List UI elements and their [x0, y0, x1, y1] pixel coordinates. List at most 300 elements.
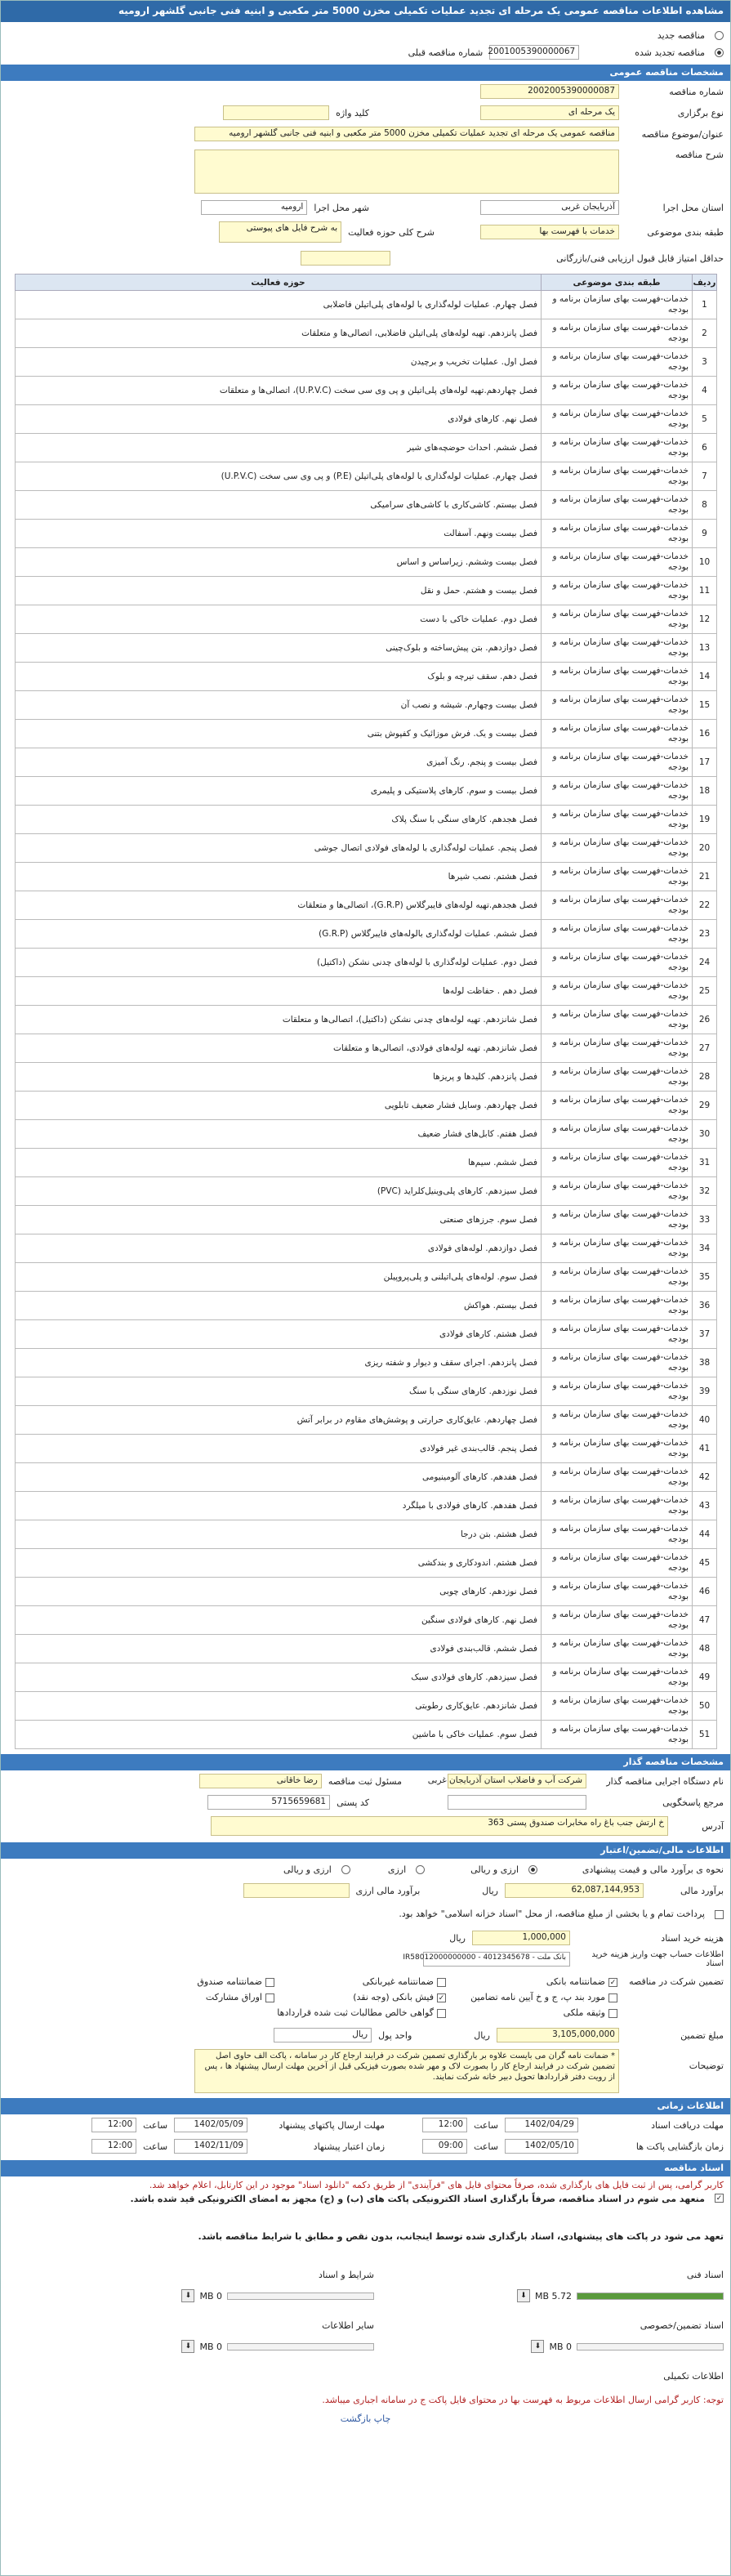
open-time-label: ساعت — [474, 2141, 498, 2152]
print-back-link[interactable]: چاپ بازگشت — [340, 2413, 391, 2424]
tech-file-download-icon[interactable]: ⬇ — [517, 2289, 530, 2302]
table-row — [16, 1320, 717, 1349]
table-row — [16, 1206, 717, 1234]
send-date-field[interactable]: 1402/05/09 — [174, 2118, 247, 2132]
province-label: استان محل اجرا — [662, 202, 724, 213]
row-index: 10 — [693, 548, 717, 577]
table-row — [16, 920, 717, 949]
get-date-field[interactable]: 1402/04/29 — [505, 2118, 578, 2132]
province-field[interactable]: آذربایجان غربی — [480, 200, 619, 215]
table-row — [16, 1349, 717, 1377]
row-activity: فصل پانزدهم. اجرای سقف و دیوار و شفته ریزی — [16, 1349, 542, 1377]
table-row — [16, 291, 717, 319]
row-class: خدمات-فهرست بهای سازمان برنامه و بودجه — [542, 1377, 693, 1406]
keyword-label: کلید واژه — [336, 107, 369, 118]
guarantee-checkbox[interactable] — [437, 2009, 446, 2018]
row-class: خدمات-فهرست بهای سازمان برنامه و بودجه — [542, 691, 693, 720]
table-row — [16, 1549, 717, 1578]
table-row — [16, 891, 717, 920]
guar-file-size: 0 MB — [549, 2341, 572, 2352]
guar-file-download-icon[interactable]: ⬇ — [531, 2340, 544, 2353]
quality-label: شرح کلی حوزه فعالیت — [348, 226, 435, 238]
table-row — [16, 1492, 717, 1520]
table-row — [16, 1177, 717, 1206]
timing-section-header: اطلاعات زمانی — [1, 2098, 730, 2114]
sign-checkbox[interactable]: ✓ — [715, 2194, 723, 2203]
subject-field[interactable]: مناقصه عمومی یک مرحله ای تجدید عملیات تکمیلی مخزن 5000 متر مکعبی و ابنیه فنی جانبی گلشهر ارومیه — [194, 127, 619, 141]
guarantee-checkbox[interactable] — [265, 1978, 274, 1987]
row-class: خدمات-فهرست بهای سازمان برنامه و بودجه — [542, 1406, 693, 1435]
doc-other-label: سایر اطلاعات — [322, 2319, 374, 2331]
row-class: خدمات-فهرست بهای سازمان برنامه و بودجه — [542, 1263, 693, 1292]
row-activity: فصل بیست وچهارم. شیشه و نصب آن — [16, 691, 542, 720]
row-index: 42 — [693, 1463, 717, 1492]
account-label: اطلاعات حساب جهت واریز هزینه خرید اسناد — [591, 1950, 724, 1968]
row-index: 1 — [693, 291, 717, 319]
guarantee-option[interactable] — [446, 1992, 617, 2002]
get-time-label: ساعت — [474, 2119, 498, 2131]
quality-field[interactable]: به شرح فایل های پیوستی — [219, 221, 341, 243]
row-index: 51 — [693, 1721, 717, 1749]
keyword-field[interactable] — [223, 105, 329, 120]
table-row — [16, 1692, 717, 1721]
guarantee-amount-row — [1, 2025, 730, 2046]
row-activity: فصل ششم. احداث حوضچه‌های شیر — [16, 434, 542, 462]
prev-number-field[interactable]: 2001005390000067 — [489, 45, 579, 60]
table-row — [16, 1149, 717, 1177]
row-class: خدمات-فهرست بهای سازمان برنامه و بودجه — [542, 548, 693, 577]
table-row — [16, 1063, 717, 1092]
row-index: 16 — [693, 720, 717, 748]
row-activity: فصل نوزدهم. کارهای چوبی — [16, 1578, 542, 1606]
table-row — [16, 691, 717, 720]
guarantee-checkbox[interactable]: ✓ — [609, 1978, 617, 1987]
row-index: 47 — [693, 1606, 717, 1635]
row-index: 5 — [693, 405, 717, 434]
guarantee-option-label: فیش بانکی (وجه نقد) — [353, 1992, 434, 2002]
other-file-size: 0 MB — [199, 2341, 222, 2352]
row-activity: فصل دهم. سقف تیرچه و بلوک — [16, 663, 542, 691]
row-class: خدمات-فهرست بهای سازمان برنامه و بودجه — [542, 520, 693, 548]
other-file — [181, 2340, 374, 2353]
table-row — [16, 434, 717, 462]
row-activity: فصل ششم. سیم‌ها — [16, 1149, 542, 1177]
table-row — [16, 748, 717, 777]
table-row — [16, 977, 717, 1006]
table-row — [16, 1234, 717, 1263]
row-class: خدمات-فهرست بهای سازمان برنامه و بودجه — [542, 1063, 693, 1092]
col-row: ردیف — [693, 275, 717, 291]
row-index: 27 — [693, 1034, 717, 1063]
row-class: خدمات-فهرست بهای سازمان برنامه و بودجه — [542, 1492, 693, 1520]
treasury-checkbox[interactable] — [715, 1910, 724, 1919]
account-row — [1, 1949, 730, 1970]
send-time-field[interactable]: 12:00 — [91, 2118, 136, 2132]
open-time-field[interactable]: 09:00 — [422, 2139, 467, 2154]
row-class: خدمات-فهرست بهای سازمان برنامه و بودجه — [542, 1692, 693, 1721]
row-class: خدمات-فهرست بهای سازمان برنامه و بودجه — [542, 491, 693, 520]
estimate-value-field[interactable]: 62,087,144,953 — [505, 1883, 644, 1898]
device-field[interactable]: شرکت آب و فاضلاب استان آذربایجان غربی — [448, 1774, 586, 1788]
row-activity: فصل ششم. قالب‌بندی فولادی — [16, 1635, 542, 1663]
doc-cond-label: شرایط و اسناد — [319, 2269, 374, 2280]
guar-file-progress — [577, 2343, 724, 2351]
guarantee-checkbox[interactable] — [608, 2009, 617, 2018]
docs-sign-row — [1, 2194, 730, 2231]
row-class: خدمات-فهرست بهای سازمان برنامه و بودجه — [542, 949, 693, 977]
table-row — [16, 405, 717, 434]
desc-label: شرح مناقصه — [675, 150, 724, 160]
row-activity: فصل بیست ونهم. آسفالت — [16, 520, 542, 548]
doc-price-unit: ریال — [449, 1932, 466, 1944]
guarantee-desc-field[interactable]: * ضمانت نامه گران می بایست علاوه بر بارگذاری تصمین شرکت در فرایند ارجاع کار در سامانه ، پاکت الف حاوی اصل تضمین شرکت در فرایند ارجاع کار را بصورت لاک و مهر شده بصورت فیزیکی قبل از آخرین مهلت ارسال پیشنهاد ها ، پس از رویت دفتر قراردادها تحویل دبیر خانه شرکت نمایند. — [194, 2049, 619, 2093]
radio-renewed[interactable] — [715, 48, 724, 57]
row-class: خدمات-فهرست بهای سازمان برنامه و بودجه — [542, 834, 693, 863]
row-index: 8 — [693, 491, 717, 520]
radio-new[interactable] — [715, 31, 724, 40]
guarantee-checkbox[interactable]: ✓ — [438, 1993, 445, 2002]
row-activity: فصل بیست و هشتم. حمل و نقل — [16, 577, 542, 605]
guarantee-unit-label: واحد پول — [378, 2029, 412, 2041]
guarantee-options — [103, 1976, 617, 2018]
cond-file-size: 0 MB — [199, 2290, 222, 2301]
radio-renewed-label: مناقصه تجدید شده — [635, 47, 705, 58]
table-row — [16, 777, 717, 806]
row-index: 15 — [693, 691, 717, 720]
row-class: خدمات-فهرست بهای سازمان برنامه و بودجه — [542, 1177, 693, 1206]
row-activity: فصل بیست و سوم. کارهای پلاستیکی و پلیمری — [16, 777, 542, 806]
row-index: 11 — [693, 577, 717, 605]
other-file-download-icon[interactable]: ⬇ — [181, 2340, 194, 2353]
cond-file-progress — [227, 2293, 374, 2300]
city-label: شهر محل اجرا — [314, 202, 369, 213]
row-activity: فصل سوم. لوله‌های پلی‌اتیلنی و پلی‌پروپیلن — [16, 1263, 542, 1292]
row-activity: فصل پنجم. عملیات لوله‌گذاری با لوله‌های فولادی اتصال جوشی — [16, 834, 542, 863]
row-index: 18 — [693, 777, 717, 806]
row-class: خدمات-فهرست بهای سازمان برنامه و بودجه — [542, 1635, 693, 1663]
row-activity: فصل بیست و یک. فرش موزائیک و کفپوش بتنی — [16, 720, 542, 748]
valid-label: زمان اعتبار پیشنهاد — [313, 2141, 386, 2152]
row-index: 34 — [693, 1234, 717, 1263]
row-activity: فصل سیزدهم. کارهای فولادی سبک — [16, 1663, 542, 1692]
row-activity: فصل ششم. عملیات لوله‌گذاری بالوله‌های فایبرگلاس (G.R.P) — [16, 920, 542, 949]
subject-row — [1, 123, 730, 145]
row-activity: فصل پانزدهم. کلیدها و پریزها — [16, 1063, 542, 1092]
postal-label: کد پستی — [337, 1797, 369, 1808]
row-class: خدمات-فهرست بهای سازمان برنامه و بودجه — [542, 1006, 693, 1034]
table-row — [16, 577, 717, 605]
guarantee-option-label: مورد بند پ، ج و خ آیین نامه تضامین — [470, 1992, 605, 2002]
row-index: 49 — [693, 1663, 717, 1692]
cond-file-download-icon[interactable]: ⬇ — [181, 2289, 194, 2302]
guarantee-desc-row — [1, 2046, 730, 2095]
device-row — [1, 1770, 730, 1792]
table-row — [16, 834, 717, 863]
address-field[interactable]: خ ارتش جنب باغ راه مخابرات صندوق پستی 363 — [211, 1816, 668, 1836]
holding-type-field[interactable]: یک مرحله ای — [480, 105, 619, 120]
table-row — [16, 1578, 717, 1606]
row-activity: فصل شانزدهم. عایق‌کاری رطوبتی — [16, 1692, 542, 1721]
row-class: خدمات-فهرست بهای سازمان برنامه و بودجه — [542, 1549, 693, 1578]
row-index: 39 — [693, 1377, 717, 1406]
table-row — [16, 1606, 717, 1635]
row-activity: فصل دوازدهم. بتن پیش‌ساخته و بلوک‌چینی — [16, 634, 542, 663]
responsible-field[interactable]: رضا خاقانی — [199, 1774, 322, 1788]
guarantee-amount-field[interactable]: 3,105,000,000 — [497, 2028, 619, 2042]
row-activity: فصل چهاردهم. وسایل فشار ضعیف تابلویی — [16, 1092, 542, 1120]
guarantee-option[interactable] — [274, 1992, 446, 2002]
radio-mixed-label: ارزی و ریالی — [283, 1864, 332, 1875]
row-activity: فصل هشتم. کارهای فولادی — [16, 1320, 542, 1349]
row-activity: فصل هجدهم. کارهای سنگی با سنگ پلاک — [16, 806, 542, 834]
row-index: 37 — [693, 1320, 717, 1349]
table-row — [16, 605, 717, 634]
row-activity: فصل دوازدهم. لوله‌های فولادی — [16, 1234, 542, 1263]
guarantee-option[interactable] — [446, 1976, 617, 1987]
doc-price-label: هزینه خرید اسناد — [661, 1932, 724, 1944]
general-section-header: مشخصات مناقصه عمومی — [1, 65, 730, 81]
row-class: خدمات-فهرست بهای سازمان برنامه و بودجه — [542, 1349, 693, 1377]
guarantee-option-label: وثیقه ملکی — [563, 2007, 605, 2018]
min-score-label: حداقل امتیاز قابل قبول ارزیابی فنی/بازرگانی — [556, 252, 724, 264]
row-class: خدمات-فهرست بهای سازمان برنامه و بودجه — [542, 1120, 693, 1149]
row-class: خدمات-فهرست بهای سازمان برنامه و بودجه — [542, 348, 693, 377]
row-index: 25 — [693, 977, 717, 1006]
radio-currency[interactable] — [416, 1865, 425, 1874]
row-class: خدمات-فهرست بهای سازمان برنامه و بودجه — [542, 1463, 693, 1492]
tech-file-size: 5.72 MB — [534, 2290, 572, 2301]
table-row — [16, 377, 717, 405]
timing-row-2 — [1, 2136, 730, 2157]
row-class: خدمات-فهرست بهای سازمان برنامه و بودجه — [542, 1520, 693, 1549]
subject-label: عنوان/موضوع مناقصه — [641, 128, 724, 140]
row-activity: فصل پانزدهم. تهیه لوله‌های پلی‌اتیلن فاضلابی، اتصالی‌ها و متعلقات — [16, 319, 542, 348]
table-row — [16, 1292, 717, 1320]
radio-new-label: مناقصه جدید — [657, 29, 705, 41]
docs-file-row-2 — [1, 2336, 730, 2357]
row-class: خدمات-فهرست بهای سازمان برنامه و بودجه — [542, 1721, 693, 1749]
row-class: خدمات-فهرست بهای سازمان برنامه و بودجه — [542, 920, 693, 949]
tender-renew-row — [1, 43, 730, 61]
postal-field[interactable]: 5715659681 — [207, 1795, 330, 1810]
responsible-label: مسئول ثبت مناقصه — [328, 1775, 402, 1787]
tech-file-progress — [577, 2293, 724, 2300]
row-class: خدمات-فهرست بهای سازمان برنامه و بودجه — [542, 891, 693, 920]
guarantee-option-label: ضمانتنامه صندوق — [197, 1976, 262, 1987]
timing-row-1 — [1, 2114, 730, 2136]
row-index: 4 — [693, 377, 717, 405]
row-activity: فصل دوم. عملیات خاکی با دست — [16, 605, 542, 634]
table-row — [16, 1635, 717, 1663]
table-row — [16, 663, 717, 691]
row-class: خدمات-فهرست بهای سازمان برنامه و بودجه — [542, 1578, 693, 1606]
estimate-value-row — [1, 1880, 730, 1901]
tender-number-label: شماره مناقصه — [669, 86, 724, 97]
guarantee-desc-label: توضیحات — [689, 2060, 724, 2071]
row-index: 24 — [693, 949, 717, 977]
guarantee-option-label: گواهی خالص مطالبات ثبت شده قراردادها — [277, 2007, 434, 2018]
row-index: 32 — [693, 1177, 717, 1206]
table-row — [16, 1006, 717, 1034]
row-class: خدمات-فهرست بهای سازمان برنامه و بودجه — [542, 863, 693, 891]
guarantee-checkbox[interactable] — [265, 1993, 274, 2002]
row-class: خدمات-فهرست بهای سازمان برنامه و بودجه — [542, 1606, 693, 1635]
table-row — [16, 1377, 717, 1406]
guarantee-option[interactable] — [103, 1976, 274, 1987]
row-activity: فصل سوم. جرز‌های صنعتی — [16, 1206, 542, 1234]
row-activity: فصل چهاردهم.تهیه لوله‌های پلی‌اتیلن و پی وی سی سخت (U.P.V.C)، اتصالی‌ها و متعلقات — [16, 377, 542, 405]
guarantee-block — [1, 1970, 730, 2018]
row-class: خدمات-فهرست بهای سازمان برنامه و بودجه — [542, 291, 693, 319]
guarantee-option[interactable] — [446, 2007, 617, 2018]
row-index: 21 — [693, 863, 717, 891]
row-class: خدمات-فهرست بهای سازمان برنامه و بودجه — [542, 1292, 693, 1320]
doc-price-row — [1, 1927, 730, 1949]
row-class: خدمات-فهرست بهای سازمان برنامه و بودجه — [542, 319, 693, 348]
row-activity: فصل بیست و پنجم. رنگ آمیزی — [16, 748, 542, 777]
send-deadline-label: مهلت ارسال پاکتهای پیشنهاد — [279, 2119, 386, 2131]
guarantee-option[interactable] — [274, 2007, 446, 2018]
row-class: خدمات-فهرست بهای سازمان برنامه و بودجه — [542, 1435, 693, 1463]
table-row — [16, 1120, 717, 1149]
doc-price-field[interactable]: 1,000,000 — [472, 1931, 570, 1945]
row-activity: فصل هفتم. کابل‌های فشار ضعیف — [16, 1120, 542, 1149]
row-index: 22 — [693, 891, 717, 920]
row-index: 40 — [693, 1406, 717, 1435]
guarantee-option[interactable] — [274, 1976, 446, 1987]
tech-file — [381, 2289, 724, 2302]
activity-table-body — [16, 291, 717, 1749]
row-activity: فصل چهاردهم. عایق‌کاری حرارتی و پوشش‌های مقاوم در برابر آتش — [16, 1406, 542, 1435]
row-activity: فصل نهم. کارهای فولادی سنگین — [16, 1606, 542, 1635]
row-index: 14 — [693, 663, 717, 691]
table-row — [16, 520, 717, 548]
row-class: خدمات-فهرست بهای سازمان برنامه و بودجه — [542, 806, 693, 834]
row-index: 45 — [693, 1549, 717, 1578]
table-row — [16, 1721, 717, 1749]
row-activity: فصل هفدهم. کارهای آلومینیومی — [16, 1463, 542, 1492]
row-index: 12 — [693, 605, 717, 634]
tender-number-row — [1, 81, 730, 102]
guarantee-option-label: ضمانتنامه غیربانکی — [362, 1976, 434, 1987]
doc-info-label: اطلاعات تکمیلی — [663, 2370, 724, 2382]
account-field[interactable]: بانک ملت - 4012345678 - IR58012000000000 — [423, 1952, 570, 1967]
table-row — [16, 1663, 717, 1692]
docs-label-row — [1, 2264, 730, 2285]
get-time-field[interactable]: 12:00 — [422, 2118, 467, 2132]
docs-extra-row — [1, 2231, 730, 2264]
address-row — [1, 1813, 730, 1839]
row-activity: فصل چهارم. عملیات لوله‌گذاری با لوله‌های پلی‌اتیلن (P.E) و پی وی سی سخت (U.P.V.C) — [16, 462, 542, 491]
category-field[interactable]: خدمات با فهرست بها — [480, 225, 619, 239]
desc-field[interactable] — [194, 150, 619, 194]
guarantee-label: تضمین شرکت در مناقصه — [629, 1976, 724, 1987]
row-index: 19 — [693, 806, 717, 834]
province-row — [1, 197, 730, 218]
estimate-rial-field[interactable] — [243, 1883, 350, 1898]
table-row — [16, 462, 717, 491]
table-row — [16, 863, 717, 891]
row-class: خدمات-فهرست بهای سازمان برنامه و بودجه — [542, 634, 693, 663]
row-index: 38 — [693, 1349, 717, 1377]
row-activity: فصل هشتم. بتن درجا — [16, 1520, 542, 1549]
table-row — [16, 548, 717, 577]
row-activity: فصل سوم. عملیات خاکی با ماشین — [16, 1721, 542, 1749]
row-class: خدمات-فهرست بهای سازمان برنامه و بودجه — [542, 1149, 693, 1177]
device-label: نام دستگاه اجرایی مناقصه گذار — [606, 1775, 724, 1787]
row-index: 20 — [693, 834, 717, 863]
row-activity: فصل اول. عملیات تخریب و برچیدن — [16, 348, 542, 377]
guarantee-checkbox[interactable] — [437, 1978, 446, 1987]
ref-field[interactable] — [448, 1795, 586, 1810]
table-row — [16, 319, 717, 348]
min-score-field[interactable] — [301, 251, 390, 266]
row-activity: فصل بیستم. هواکش — [16, 1292, 542, 1320]
radio-mixed[interactable] — [341, 1865, 350, 1874]
row-activity: فصل هجدهم.تهیه لوله‌های فایبرگلاس (G.R.P)، اتصالی‌ها و متعلقات — [16, 891, 542, 920]
table-row — [16, 949, 717, 977]
row-activity: فصل دهم . حفاظت لوله‌ها — [16, 977, 542, 1006]
table-row — [16, 1092, 717, 1120]
table-row — [16, 491, 717, 520]
row-activity: فصل شانزدهم. تهیه لوله‌های چدنی نشکن (داکتیل)، اتصالی‌ها و متعلقات — [16, 1006, 542, 1034]
row-index: 44 — [693, 1520, 717, 1549]
docs-footer-note: توجه: کاربر گرامی ارسال اطلاعات مربوط به فهرست بها در محتوای فایل پاکت ج در سامانه اجباری میباشد. — [322, 2395, 724, 2405]
guar-file — [381, 2340, 724, 2353]
row-class: خدمات-فهرست بهای سازمان برنامه و بودجه — [542, 1320, 693, 1349]
docs-label-row-2 — [1, 2315, 730, 2336]
row-index: 9 — [693, 520, 717, 548]
docs-section-header: اسناد مناقصه — [1, 2160, 730, 2176]
table-row — [16, 1406, 717, 1435]
sign-text: منعهد می شوم در اسناد مناقصه، صرفاً بارگذاری اسناد الکترونیکی پاکت های (ب) و (ج) مجهز به امضای الکترونیکی قید شده باشد. — [130, 2194, 705, 2204]
city-field[interactable]: ارومیه — [201, 200, 307, 215]
estimate-label: نحوه ی برآورد مالی و قیمت پیشنهادی — [582, 1864, 724, 1875]
table-row — [16, 348, 717, 377]
prev-number-label: شماره مناقصه قبلی — [408, 47, 484, 58]
row-activity: فصل نوزدهم. کارهای سنگی با سنگ — [16, 1377, 542, 1406]
row-class: خدمات-فهرست بهای سازمان برنامه و بودجه — [542, 777, 693, 806]
row-index: 30 — [693, 1120, 717, 1149]
guarantee-unit-field[interactable]: ریال — [274, 2028, 372, 2042]
row-index: 6 — [693, 434, 717, 462]
open-date-field[interactable]: 1402/05/10 — [505, 2139, 578, 2154]
row-index: 31 — [693, 1149, 717, 1177]
guarantee-checkbox[interactable] — [608, 1993, 617, 2002]
row-index: 43 — [693, 1492, 717, 1520]
category-label: طبقه بندی موضوعی — [647, 226, 724, 238]
row-index: 35 — [693, 1263, 717, 1292]
row-index: 33 — [693, 1206, 717, 1234]
row-index: 3 — [693, 348, 717, 377]
row-index: 28 — [693, 1063, 717, 1092]
col-activity: حوزه فعالیت — [16, 275, 542, 291]
desc-row — [1, 145, 730, 197]
valid-date-field[interactable]: 1402/11/09 — [174, 2139, 247, 2154]
row-index: 7 — [693, 462, 717, 491]
radio-rial[interactable] — [528, 1865, 537, 1874]
valid-time-field[interactable]: 12:00 — [91, 2139, 136, 2154]
estimate-value-label: برآورد مالی — [680, 1885, 724, 1896]
row-index: 23 — [693, 920, 717, 949]
treasury-row — [1, 1901, 730, 1927]
estimate-unit: ریال — [482, 1885, 498, 1896]
row-index: 2 — [693, 319, 717, 348]
tender-number-field[interactable]: 2002005390000087 — [480, 84, 619, 99]
guarantee-option[interactable] — [103, 1992, 274, 2002]
row-index: 41 — [693, 1435, 717, 1463]
extra-text: تعهد می شود در پاکت های پیشنهادی، اسناد بارگذاری شده توسط اینجانب، بدون نقص و مطابق با شرایط مناقصه باشد. — [198, 2231, 724, 2242]
